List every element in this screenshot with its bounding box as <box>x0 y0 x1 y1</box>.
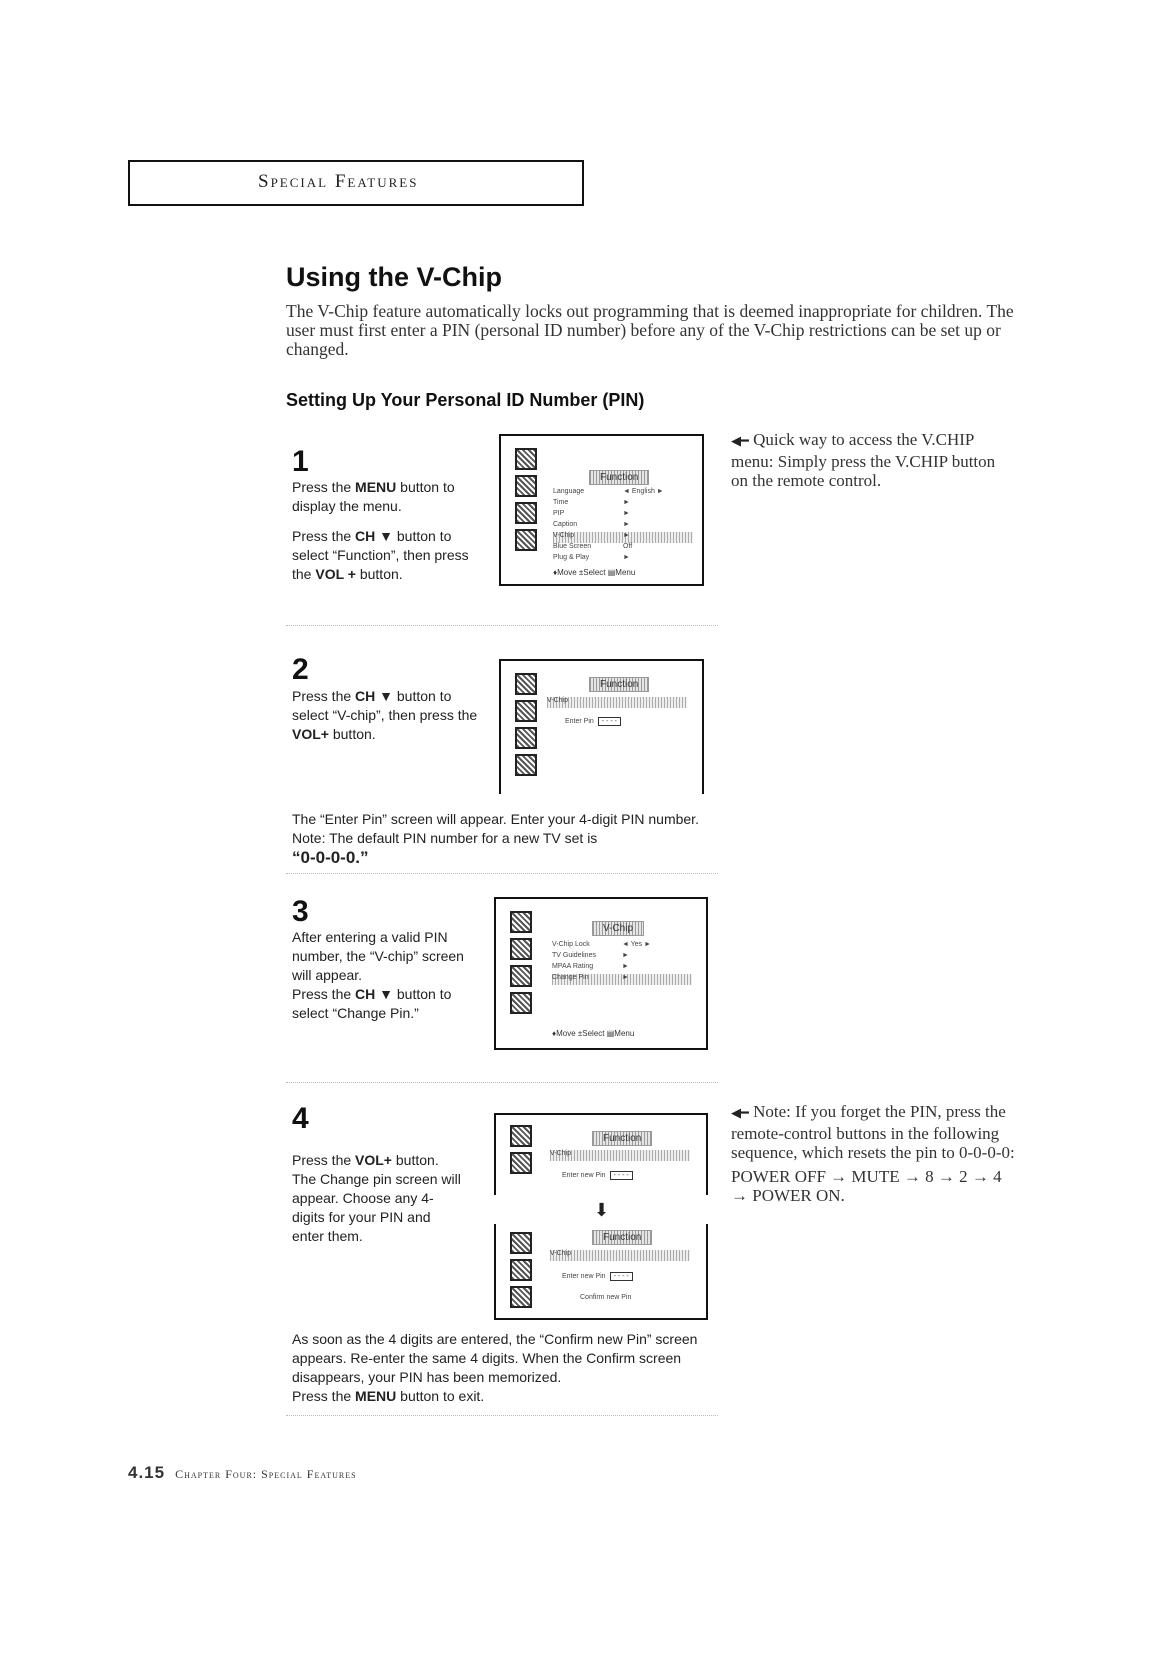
menu-row: MPAA Rating ► <box>552 963 629 970</box>
sound-icon <box>515 700 537 722</box>
page-footer <box>128 1463 357 1483</box>
menu-title: V-Chip <box>592 921 644 936</box>
step-4-text: Press the VOL+ button. The Change pin screen will appear. Choose any 4-digits for your PIN and enter them. <box>292 1152 461 1244</box>
menu-icons <box>510 1125 536 1179</box>
step-2-note: The “Enter Pin” screen will appear. Enter your 4-digit PIN number. Note: The default PIN number for a new TV set is “0-0-0-0.” <box>292 811 699 867</box>
default-pin: “0-0-0-0.” <box>292 848 369 867</box>
forget-pin-note: ◀━ Note: If you forget the PIN, press the remote-control buttons in the following sequence, which resets the pin to 0-0-0-0: POWER OFF → MUTE → 8 → 2 → 4 → POWER ON. <box>731 1102 1015 1205</box>
menu-title: Function <box>592 1230 652 1245</box>
menu-row-highlighted: Change Pin ► <box>552 974 692 985</box>
screen-confirm-new-pin <box>494 1224 708 1320</box>
menu-icons <box>515 673 541 781</box>
menu-row-highlighted: V-Chip <box>550 1250 690 1261</box>
pin-input-box: - - - - <box>598 717 621 726</box>
page-number: 4.15 <box>128 1463 166 1482</box>
menu-list <box>552 941 692 985</box>
channel-icon <box>515 727 537 749</box>
screen-enter-new-pin <box>494 1113 708 1195</box>
menu-row: Caption ► <box>553 521 630 528</box>
menu-row: Language ◄ English ► <box>553 488 664 495</box>
channel-icon <box>510 1152 532 1174</box>
confirm-pin-label: Confirm new Pin <box>580 1294 632 1301</box>
section-header: Special Features <box>128 160 584 206</box>
step-1-text: Press the MENU button to display the menu. Press the CH ▼ button to select “Function”, then press the VOL + button. <box>292 479 469 582</box>
picture-icon <box>515 673 537 695</box>
sound-icon <box>510 1125 532 1147</box>
menu-title: Function <box>592 1131 652 1146</box>
menu-row: TV Guidelines ► <box>552 952 629 959</box>
screen-function-menu <box>499 434 704 586</box>
step-1-number: 1 <box>292 445 309 478</box>
step-2-number: 2 <box>292 653 309 686</box>
page-title: Using the V-Chip <box>286 262 502 292</box>
menu-row: Blue Screen Off <box>553 543 633 550</box>
pin-field: Enter new Pin - - - - <box>562 1171 633 1180</box>
menu-footer: ♦Move ±Select ▤Menu <box>553 568 636 577</box>
function-icon <box>515 529 537 551</box>
pin-field: Enter new Pin - - - - <box>562 1272 633 1281</box>
pointer-arrow-icon: ◀━ <box>731 1106 749 1121</box>
picture-icon <box>515 448 537 470</box>
screen-enter-pin <box>499 659 704 794</box>
sound-icon <box>515 475 537 497</box>
section-subtitle: Setting Up Your Personal ID Number (PIN) <box>286 390 645 410</box>
pin-input-box: - - - - <box>610 1272 633 1281</box>
reset-sequence: POWER OFF → MUTE → 8 → 2 → 4 → POWER ON. <box>731 1166 1002 1205</box>
menu-list <box>553 488 693 565</box>
sound-icon <box>510 938 532 960</box>
picture-icon <box>510 911 532 933</box>
divider <box>286 873 718 874</box>
step-3-text: After entering a valid PIN number, the “V-chip” screen will appear. Press the CH ▼ button to select “Change Pin.” <box>292 929 464 1021</box>
divider <box>286 625 718 626</box>
pointer-arrow-icon: ◀━ <box>731 434 749 449</box>
step-3-number: 3 <box>292 895 309 928</box>
channel-icon <box>510 965 532 987</box>
menu-row-highlighted: V-Chip <box>550 1150 690 1161</box>
function-icon <box>510 992 532 1014</box>
menu-title: Function <box>589 470 649 485</box>
quick-access-note: ◀━ Quick way to access the V.CHIP menu: Simply press the V.CHIP button on the remote control. <box>731 430 996 490</box>
menu-row: V-Chip Lock ◄ Yes ► <box>552 941 652 948</box>
step-4-note: As soon as the 4 digits are entered, the “Confirm new Pin” screen appears. Re-enter the same 4 digits. When the Confirm screen disappears, your PIN has been memorized. Press the MENU button to exit. <box>292 1331 698 1404</box>
step-2-text: Press the CH ▼ button to select “V-chip”, then press the VOL+ button. <box>292 688 478 742</box>
menu-row: Time ► <box>553 499 630 506</box>
menu-title: Function <box>589 677 649 692</box>
divider <box>286 1082 718 1083</box>
sound-icon <box>510 1259 532 1281</box>
pin-input-box: - - - - <box>610 1171 633 1180</box>
channel-icon <box>515 502 537 524</box>
pin-field: Enter Pin - - - - <box>565 717 621 726</box>
menu-row-highlighted: V-Chip ► <box>553 532 693 543</box>
screen-vchip-menu <box>494 897 708 1050</box>
menu-footer: ♦Move ±Select ▤Menu <box>552 1029 635 1038</box>
divider <box>286 1415 718 1416</box>
menu-icons <box>510 1232 536 1313</box>
menu-icons <box>515 448 541 556</box>
function-icon <box>510 1286 532 1308</box>
menu-row: PIP ► <box>553 510 630 517</box>
menu-row-highlighted: V-Chip <box>547 697 687 708</box>
chapter-label: Chapter Four: Special Features <box>175 1467 357 1481</box>
intro-paragraph: The V-Chip feature automatically locks out programming that is deemed inappropriate for children. The user must first enter a PIN (personal ID number) before any of the V-Chip restrictions can be set up or changed. <box>286 301 1014 359</box>
down-arrow-icon: ⬇ <box>594 1200 610 1221</box>
picture-icon <box>510 1232 532 1254</box>
step-4-number: 4 <box>292 1102 309 1135</box>
function-icon <box>515 754 537 776</box>
menu-row: Plug & Play ► <box>553 554 630 561</box>
menu-icons <box>510 911 536 1019</box>
